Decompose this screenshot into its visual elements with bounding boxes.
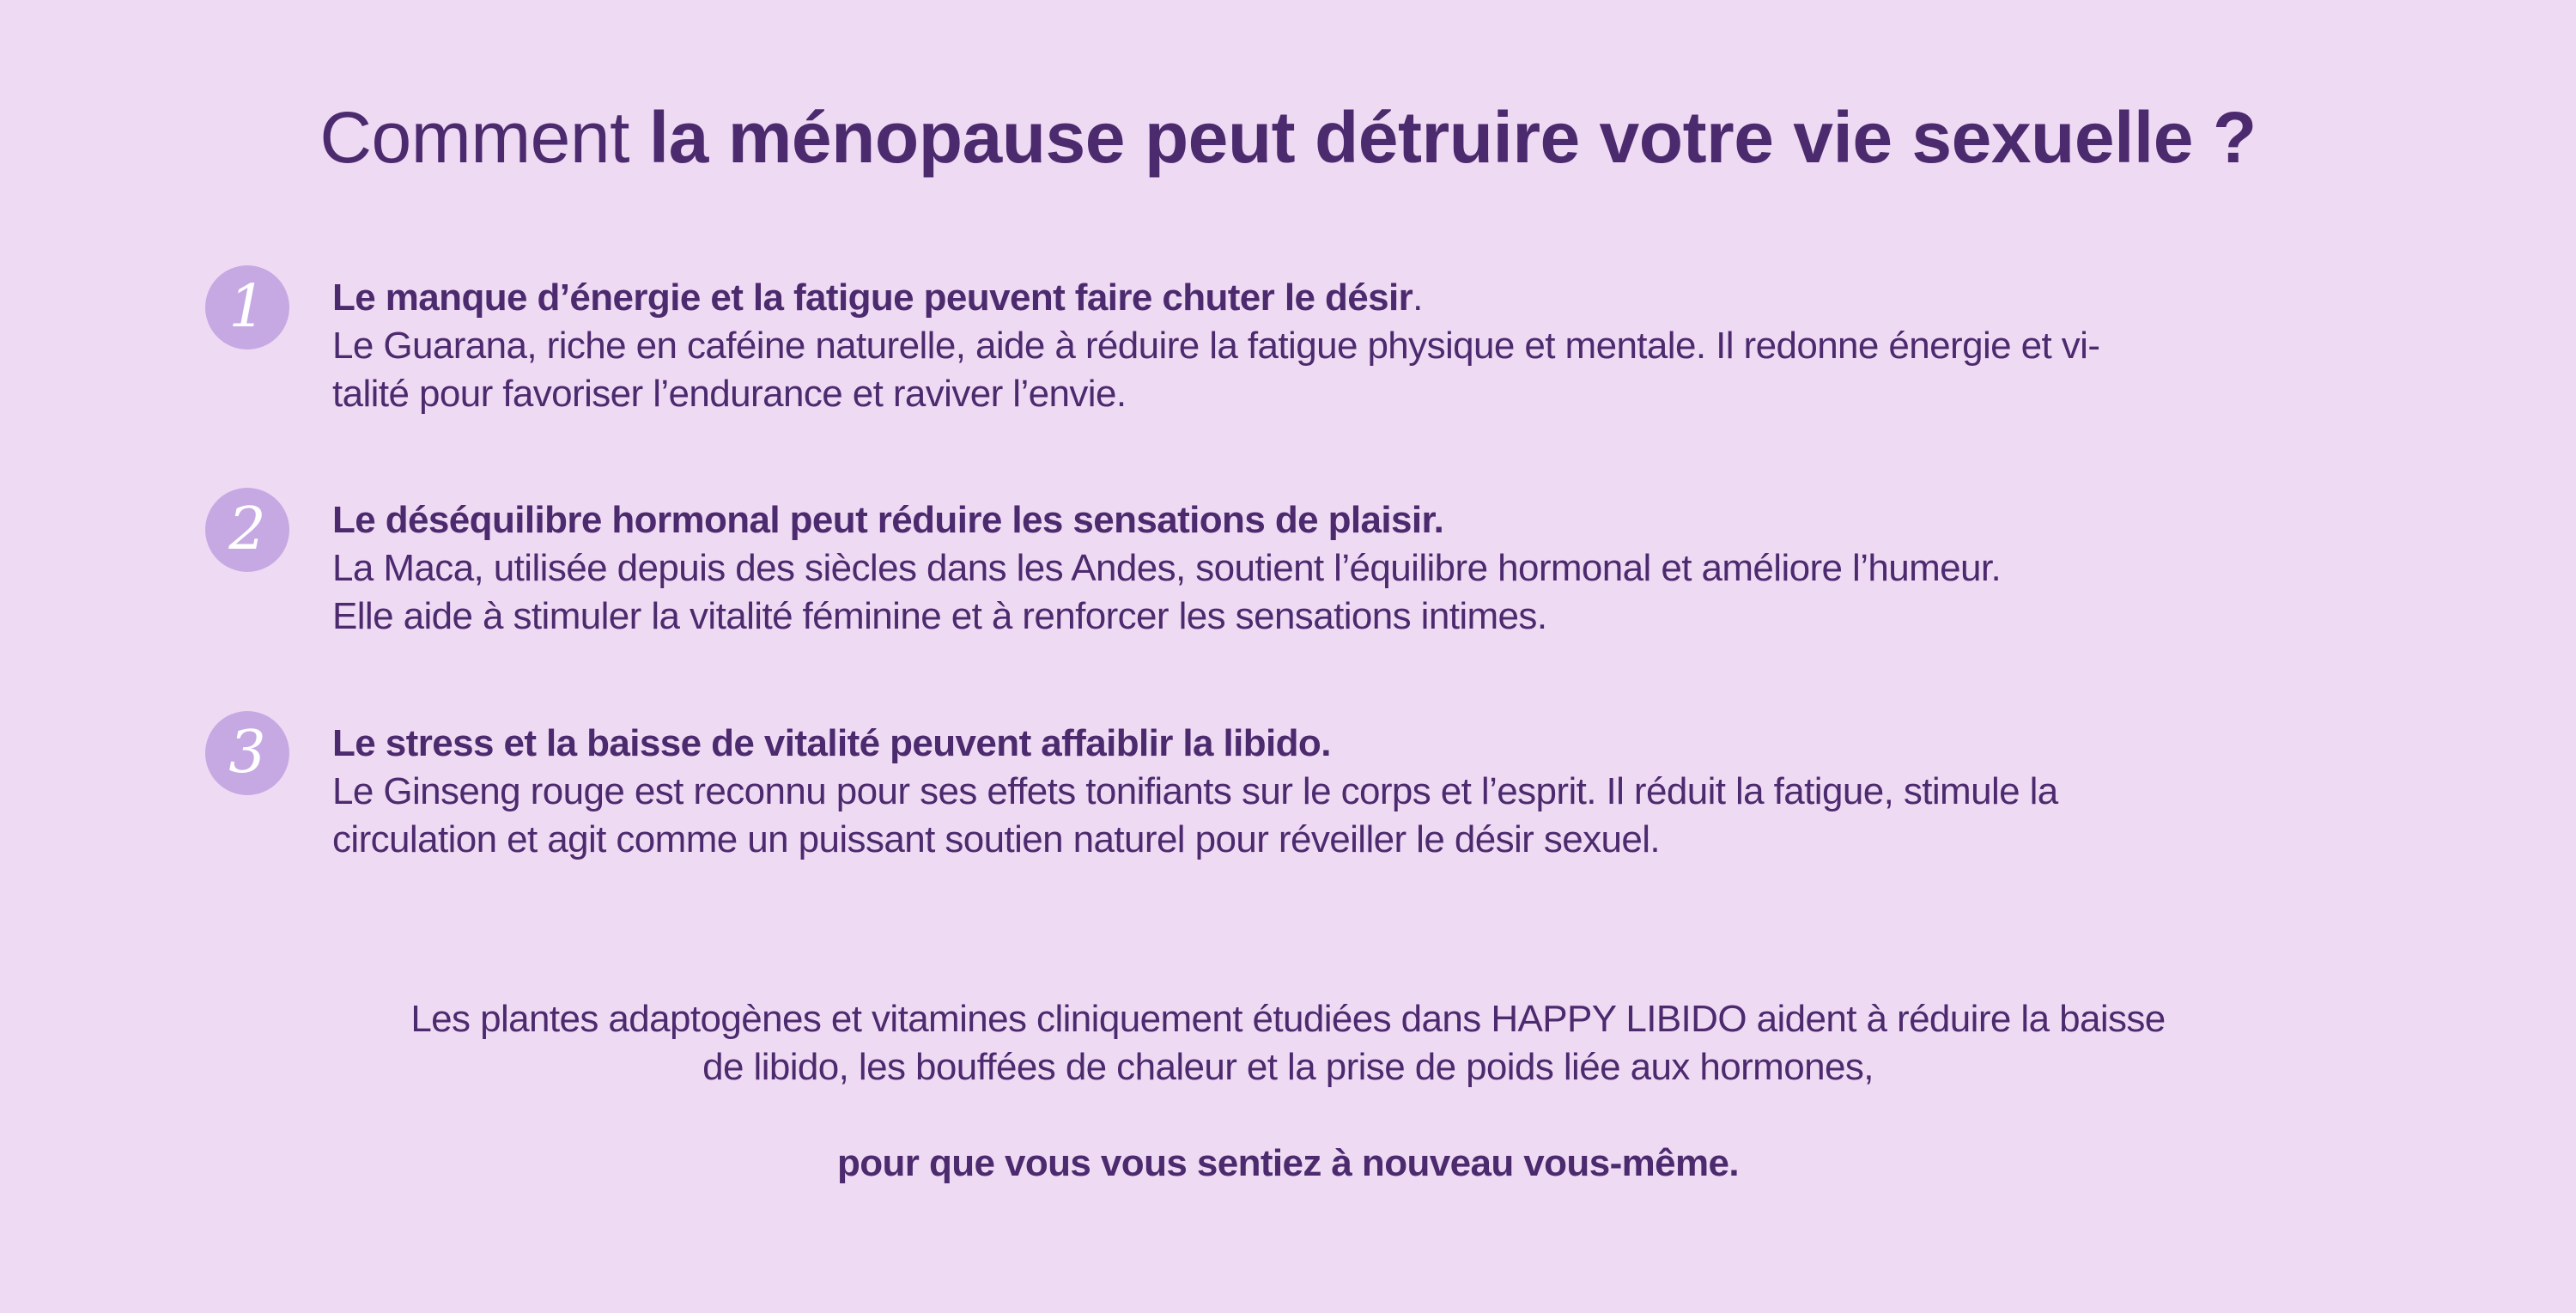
list-item-text-2: [332, 496, 2548, 641]
list-item-title-period-1: .: [1413, 277, 1423, 319]
footer-closing: pour que vous vous sentiez à nouveau vous-même.: [836, 1142, 1740, 1184]
list-item-body-1: Le Guarana, riche en caféine naturelle, aide à réduire la fatigue physique et mentale. Il redonne énergie et vi- talité pour favoriser l’endurance et raviver l’envie.: [332, 325, 2100, 415]
list-item-body-2: La Maca, utilisée depuis des siècles dans les Andes, soutient l’équilibre hormonal et améliore l’humeur. Elle aide à stimuler la vitalité féminine et à renforcer les sensations intimes.: [332, 547, 2002, 637]
list-item-title-3: Le stress et la baisse de vitalité peuvent affaiblir la libido.: [332, 722, 1331, 764]
list-item-title-2: Le déséquilibre hormonal peut réduire les sensations de plaisir.: [332, 499, 1444, 541]
number-badge-3: 3: [205, 711, 289, 795]
list-item-title-text-1: Le manque d’énergie et la fatigue peuvent faire chuter le désir: [332, 277, 1413, 319]
page-title-light: Comment: [319, 97, 649, 178]
number-badge-2: 2: [205, 488, 289, 572]
number-badge-1: 1: [205, 265, 289, 350]
page-title: [0, 93, 2576, 182]
footer-line-1: Les plantes adaptogènes et vitamines cliniquement étudiées dans HAPPY LIBIDO aident à réduire la baisse: [410, 998, 2166, 1040]
footer-text: [0, 995, 2576, 1091]
list-item-body-3: Le Ginseng rouge est reconnu pour ses effets tonifiants sur le corps et l’esprit. Il réduit la fatigue, stimule la circulation et agit comme un puissant soutien naturel pour réveiller le désir sexuel.: [332, 770, 2058, 860]
list-item-title-1: [332, 274, 2548, 322]
page-title-strong: la ménopause peut détruire votre vie sexuelle ?: [648, 97, 2257, 178]
footer-line-2: de libido, les bouffées de chaleur et la prise de poids liée aux hormones,: [702, 1046, 1874, 1088]
list-item-text-1: [332, 274, 2548, 418]
list-item-text-3: [332, 720, 2548, 864]
